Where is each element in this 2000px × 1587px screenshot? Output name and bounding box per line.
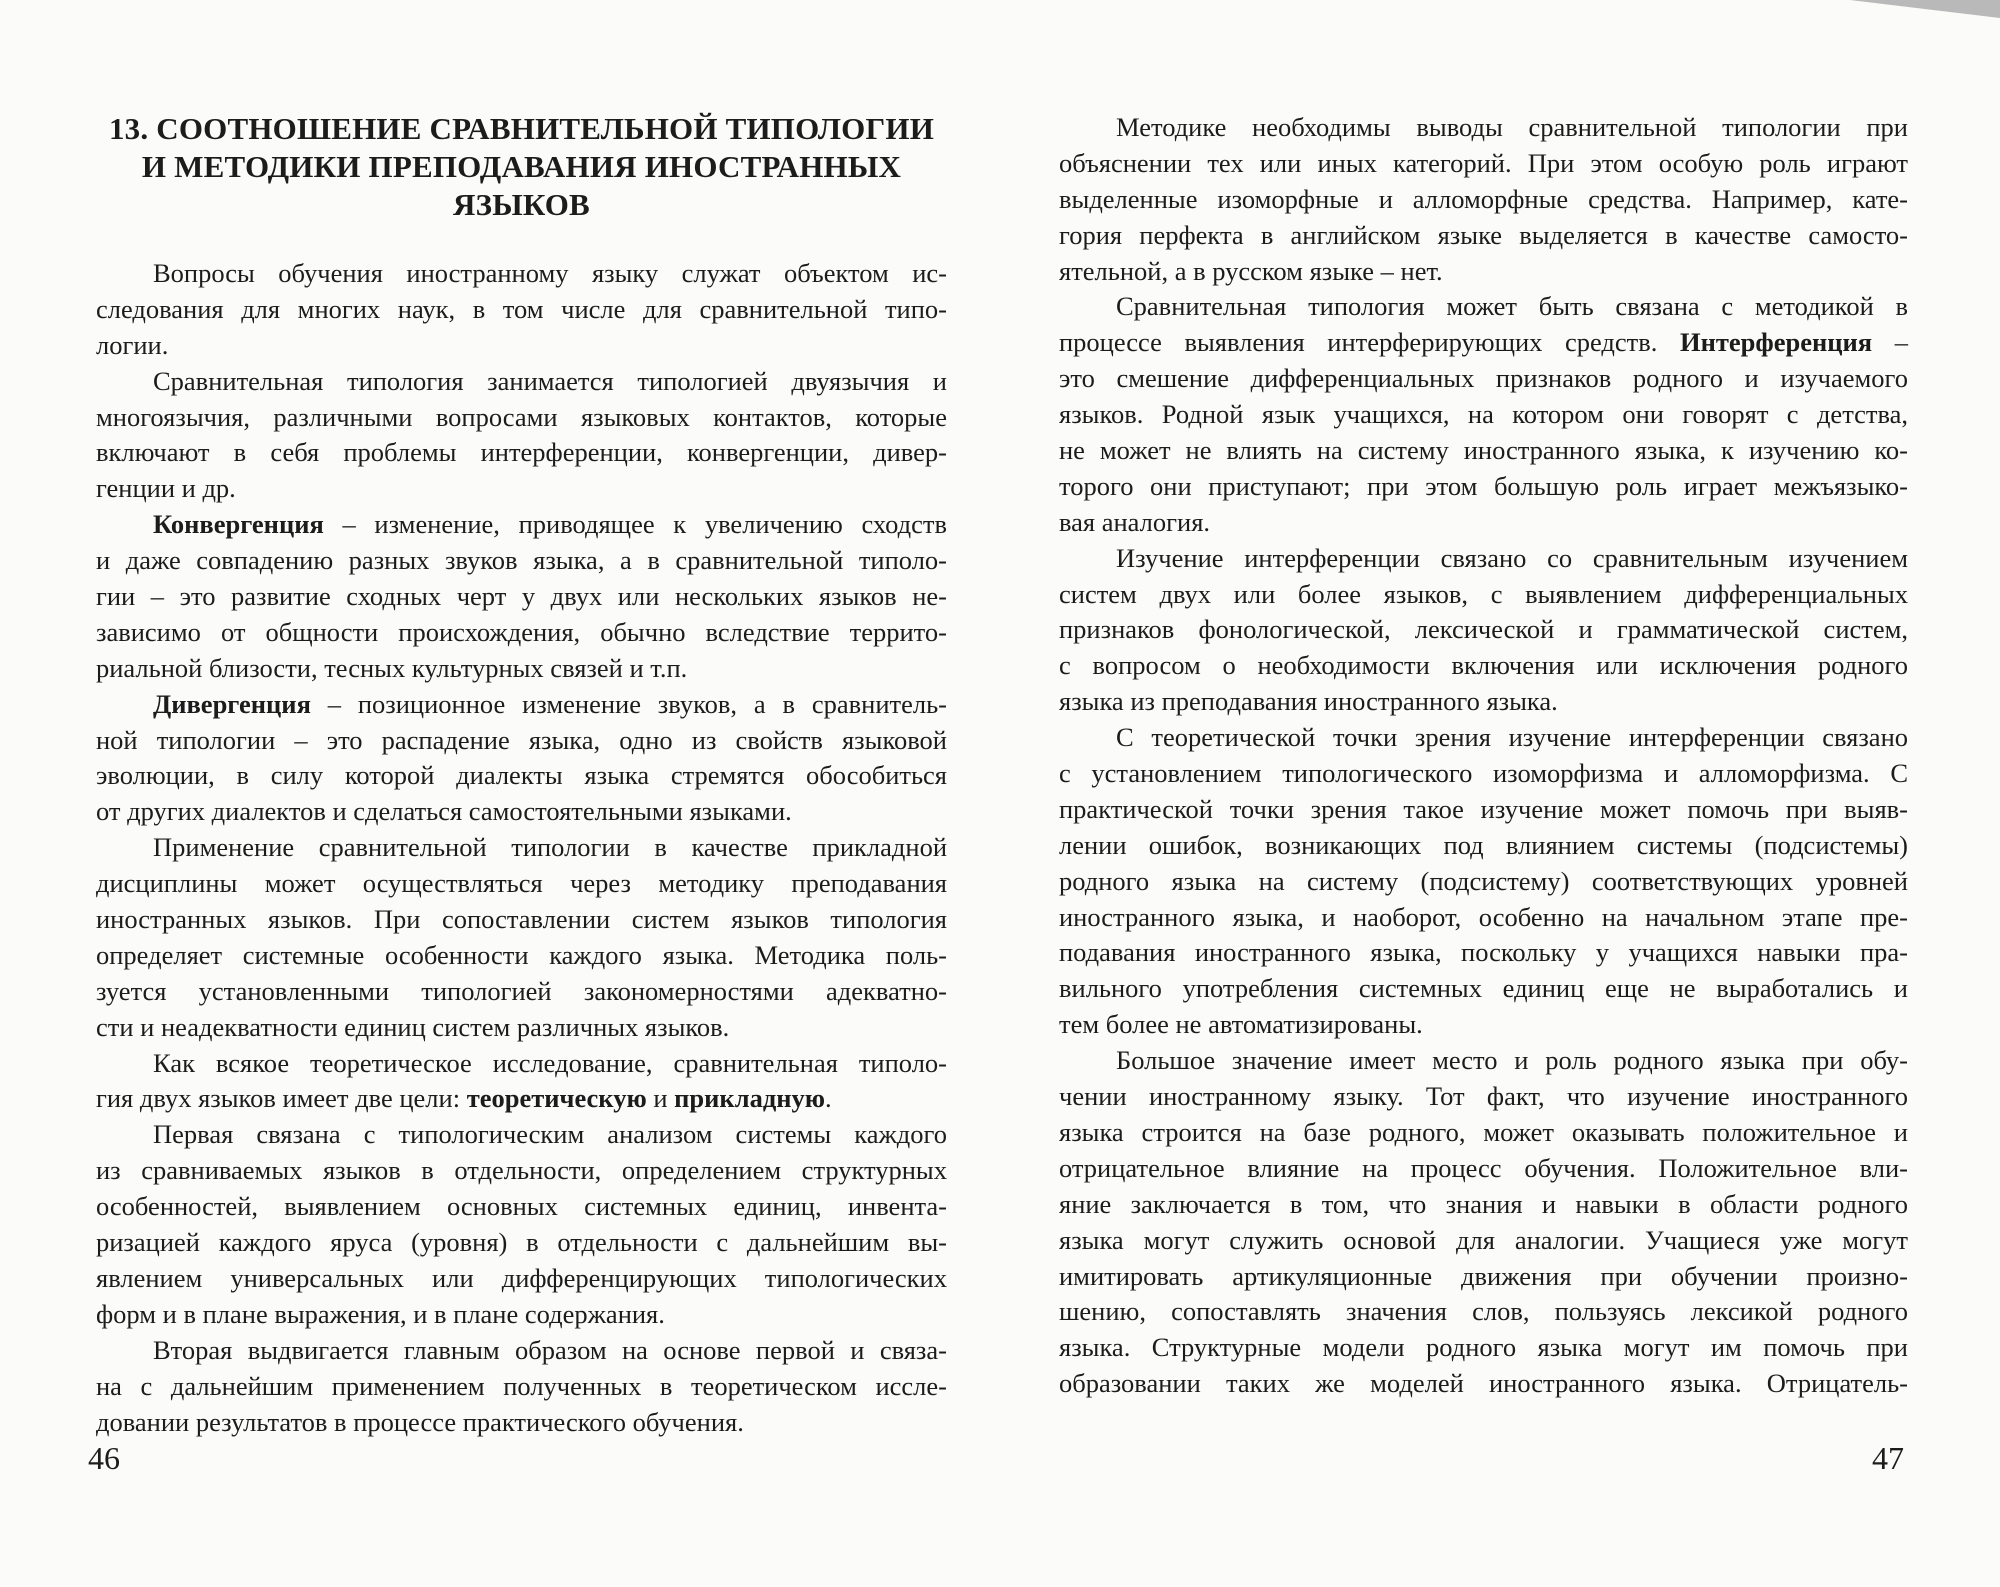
text-run: тем более не автоматизированы. — [1059, 1009, 1423, 1040]
paragraph — [96, 1046, 947, 1118]
text-line — [96, 579, 947, 615]
paragraph — [96, 256, 947, 364]
paragraph — [96, 687, 947, 831]
text-run: – — [1872, 327, 1908, 358]
text-run: следования для многих наук, в том числе для сравнительной типо- — [96, 293, 947, 324]
paragraph — [1059, 110, 1908, 289]
text-line — [1059, 1043, 1908, 1079]
text-run: дисциплины может осуществляться через методику преподавания — [96, 868, 947, 899]
text-line — [1059, 110, 1908, 146]
text-run: Изучение интерференции связано со сравнительным изучением — [1116, 542, 1908, 573]
text-run: Сравнительная типология может быть связана с методикой в — [1116, 291, 1908, 322]
paragraph — [96, 1117, 947, 1332]
left-page — [96, 110, 947, 1440]
text-run: многоязычия, различными вопросами языковых контактов, которые — [96, 401, 947, 432]
text-line — [96, 1046, 947, 1082]
text-line — [1059, 1294, 1908, 1330]
text-line — [96, 615, 947, 651]
text-run: с установлением типологического изоморфизма и алломорфизма. С — [1059, 758, 1908, 789]
text-line — [96, 1261, 947, 1297]
text-run: чении иностранному языку. Тот факт, что изучение иностранного — [1059, 1081, 1908, 1112]
paragraph — [1059, 720, 1908, 1043]
text-line — [96, 400, 947, 436]
text-line — [1059, 469, 1908, 505]
text-line — [1059, 218, 1908, 254]
text-line — [1059, 397, 1908, 433]
text-run: языка из преподавания иностранного языка. — [1059, 686, 1558, 717]
text-line — [96, 471, 947, 507]
text-line — [96, 974, 947, 1010]
bold-term: Конвергенция — [153, 509, 324, 540]
text-run: гия двух языков имеет две цели: — [96, 1083, 467, 1114]
text-line — [1059, 1330, 1908, 1366]
text-run: выделенные изоморфные и алломорфные средства. Например, кате- — [1059, 183, 1908, 214]
text-run: это смешение дифференциальных признаков родного и изучаемого — [1059, 363, 1908, 394]
text-run: подавания иностранного языка, поскольку у учащихся навыки пра- — [1059, 937, 1908, 968]
text-line — [1059, 648, 1908, 684]
chapter-title-line-2: И МЕТОДИКИ ПРЕПОДАВАНИЯ ИНОСТРАННЫХ ЯЗЫКОВ — [141, 149, 902, 222]
text-line — [1059, 361, 1908, 397]
text-run: – изменение, приводящее к увеличению сходств — [323, 509, 947, 540]
text-run: сти и неадекватности единиц систем различных языков. — [96, 1011, 730, 1042]
text-run: ной типологии – это распадение языка, одно из свойств языковой — [96, 724, 947, 755]
text-line — [1059, 971, 1908, 1007]
text-run: языков. Родной язык учащихся, на котором они говорят с детства, — [1059, 399, 1908, 430]
text-line — [1059, 1187, 1908, 1223]
text-run: объяснении тех или иных категорий. При этом особую роль играют — [1059, 147, 1908, 178]
text-line — [1059, 541, 1908, 577]
text-run: систем двух или более языков, с выявлением дифференциальных — [1059, 578, 1908, 609]
text-run: . — [825, 1083, 832, 1114]
text-run: явлением универсальных или дифференцирующих типологических — [96, 1262, 947, 1293]
text-line — [96, 1369, 947, 1405]
text-line — [1059, 756, 1908, 792]
text-line — [96, 938, 947, 974]
page-number-right: 47 — [1872, 1440, 1904, 1476]
text-line — [1059, 1007, 1908, 1043]
text-run: от других диалектов и сделаться самостоятельными языками. — [96, 796, 792, 827]
text-line — [1059, 1115, 1908, 1151]
text-run: процессе выявления интерферирующих средств. — [1059, 327, 1680, 358]
text-line — [1059, 1223, 1908, 1259]
text-line — [96, 1297, 947, 1333]
text-line — [96, 1333, 947, 1369]
text-line — [1059, 182, 1908, 218]
text-run: включают в себя проблемы интерференции, конвергенции, дивер- — [96, 437, 947, 468]
bold-term: прикладную — [674, 1083, 825, 1114]
text-run: отрицательное влияние на процесс обучения. Положительное вли- — [1059, 1152, 1908, 1183]
text-line — [1059, 792, 1908, 828]
text-line — [96, 1153, 947, 1189]
text-run: шению, сопоставлять значения слов, пользуясь лексикой родного — [1059, 1296, 1908, 1327]
text-line — [96, 866, 947, 902]
text-line — [1059, 254, 1908, 290]
text-run: С теоретической точки зрения изучение интерференции связано — [1116, 722, 1908, 753]
paragraph — [96, 830, 947, 1045]
paragraph — [1059, 1043, 1908, 1402]
bold-term: теоретическую — [466, 1083, 647, 1114]
paragraph — [96, 364, 947, 508]
text-run: признаков фонологической, лексической и грамматической систем, — [1059, 614, 1908, 645]
text-run: языка могут служить основой для аналогии. Учащиеся уже могут — [1059, 1224, 1908, 1255]
text-run: эволюции, в силу которой диалекты языка стремятся обособиться — [96, 760, 947, 791]
text-line — [96, 902, 947, 938]
text-line — [1059, 935, 1908, 971]
text-line — [96, 256, 947, 292]
paragraph — [96, 507, 947, 686]
text-run: гии – это развитие сходных черт у двух или нескольких языков не- — [96, 581, 947, 612]
right-page — [1059, 110, 1908, 1402]
text-run: практической точки зрения такое изучение может помочь при выяв- — [1059, 793, 1908, 824]
text-line — [96, 364, 947, 400]
text-line — [1059, 1366, 1908, 1402]
text-run: Применение сравнительной типологии в качестве прикладной — [153, 832, 947, 863]
text-line — [96, 830, 947, 866]
text-line — [1059, 577, 1908, 613]
text-run: не может не влиять на систему иностранного языка, к изучению ко- — [1059, 435, 1908, 466]
text-run: ятельной, а в русском языке – нет. — [1059, 255, 1443, 286]
text-run: имитировать артикуляционные движения при обучении произно- — [1059, 1260, 1908, 1291]
text-run: иностранного языка, и наоборот, особенно на начальном этапе пре- — [1059, 901, 1908, 932]
text-run: торого они приступают; при этом большую роль играет межъязыко- — [1059, 470, 1908, 501]
text-line — [96, 1081, 947, 1117]
text-line — [96, 687, 947, 723]
text-line — [1059, 433, 1908, 469]
text-line — [96, 435, 947, 471]
text-run: форм и в плане выражения, и в плане содержания. — [96, 1298, 665, 1329]
text-run: иностранных языков. При сопоставлении систем языков типология — [96, 904, 947, 935]
text-run: и — [646, 1083, 675, 1114]
text-run: вая аналогия. — [1059, 506, 1211, 537]
text-line — [96, 1405, 947, 1441]
text-line — [1059, 900, 1908, 936]
text-line — [1059, 1259, 1908, 1295]
paragraph — [96, 1333, 947, 1441]
chapter-title-line-1: 13. СООТНОШЕНИЕ СРАВНИТЕЛЬНОЙ ТИПОЛОГИИ — [108, 111, 935, 146]
text-run: Как всякое теоретическое исследование, сравнительная типоло- — [153, 1047, 947, 1078]
text-run: ризацией каждого яруса (уровня) в отдельности с дальнейшим вы- — [96, 1227, 947, 1258]
text-line — [1059, 1151, 1908, 1187]
text-run: образовании таких же моделей иностранного языка. Отрицатель- — [1059, 1368, 1908, 1399]
left-page-body — [96, 256, 947, 1440]
text-line — [1059, 684, 1908, 720]
bold-term: Дивергенция — [153, 688, 311, 719]
page-number-left: 46 — [88, 1440, 120, 1476]
text-run: вильного употребления системных единиц еще не выработались и — [1059, 973, 1908, 1004]
text-run: Вторая выдвигается главным образом на основе первой и связа- — [153, 1334, 947, 1365]
text-line — [1059, 325, 1908, 361]
text-run: Сравнительная типология занимается типологией двуязычия и — [153, 365, 947, 396]
paragraph — [1059, 541, 1908, 720]
text-line — [96, 292, 947, 328]
text-line — [96, 758, 947, 794]
text-line — [96, 1225, 947, 1261]
chapter-title — [96, 110, 947, 224]
text-line — [96, 794, 947, 830]
text-line — [96, 543, 947, 579]
text-line — [1059, 1079, 1908, 1115]
text-line — [96, 507, 947, 543]
text-run: Большое значение имеет место и роль родного языка при обу- — [1116, 1045, 1908, 1076]
text-run: довании результатов в процессе практического обучения. — [96, 1406, 744, 1437]
text-line — [96, 651, 947, 687]
text-run: особенностей, выявлением основных системных единиц, инвента- — [96, 1191, 947, 1222]
text-run: языка строится на базе родного, может оказывать положительное и — [1059, 1116, 1908, 1147]
text-line — [1059, 720, 1908, 756]
text-line — [1059, 289, 1908, 325]
bold-term: Интерференция — [1680, 327, 1873, 358]
text-run: риальной близости, тесных культурных связей и т.п. — [96, 652, 688, 683]
text-run: Первая связана с типологическим анализом системы каждого — [153, 1119, 947, 1150]
text-line — [1059, 505, 1908, 541]
text-run: лении ошибок, возникающих под влиянием системы (подсистемы) — [1059, 829, 1908, 860]
scan-edge-shadow — [1850, 0, 2000, 18]
text-run: определяет системные особенности каждого языка. Методика поль- — [96, 939, 947, 970]
paragraph — [1059, 289, 1908, 540]
text-run: зависимо от общности происхождения, обычно вследствие террито- — [96, 616, 947, 647]
text-run: Методике необходимы выводы сравнительной типологии при — [1116, 112, 1908, 142]
right-page-body — [1059, 110, 1908, 1402]
text-line — [96, 723, 947, 759]
text-run: зуется установленными типологией закономерностями адекватно- — [96, 975, 947, 1006]
text-line — [96, 1189, 947, 1225]
text-line — [1059, 612, 1908, 648]
text-run: на с дальнейшим применением полученных в теоретическом иссле- — [96, 1370, 947, 1401]
text-line — [1059, 864, 1908, 900]
text-run: с вопросом о необходимости включения или исключения родного — [1059, 650, 1908, 681]
text-run: яние заключается в том, что знания и навыки в области родного — [1059, 1188, 1908, 1219]
text-run: родного языка на систему (подсистему) соответствующих уровней — [1059, 865, 1908, 896]
text-line — [96, 1010, 947, 1046]
text-run: из сравниваемых языков в отдельности, определением структурных — [96, 1155, 947, 1186]
text-run: гория перфекта в английском языке выделяется в качестве самосто- — [1059, 219, 1908, 250]
text-line — [1059, 146, 1908, 182]
text-run: языка. Структурные модели родного языка могут им помочь при — [1059, 1332, 1908, 1363]
text-run: – позиционное изменение звуков, а в сравнитель- — [310, 688, 947, 719]
text-line — [96, 1117, 947, 1153]
text-line — [1059, 828, 1908, 864]
text-line — [96, 328, 947, 364]
text-run: генции и др. — [96, 473, 236, 504]
text-run: логии. — [96, 329, 169, 360]
text-run: Вопросы обучения иностранному языку служат объектом ис- — [153, 258, 947, 288]
text-run: и даже совпадению разных звуков языка, а в сравнительной типоло- — [96, 545, 947, 576]
